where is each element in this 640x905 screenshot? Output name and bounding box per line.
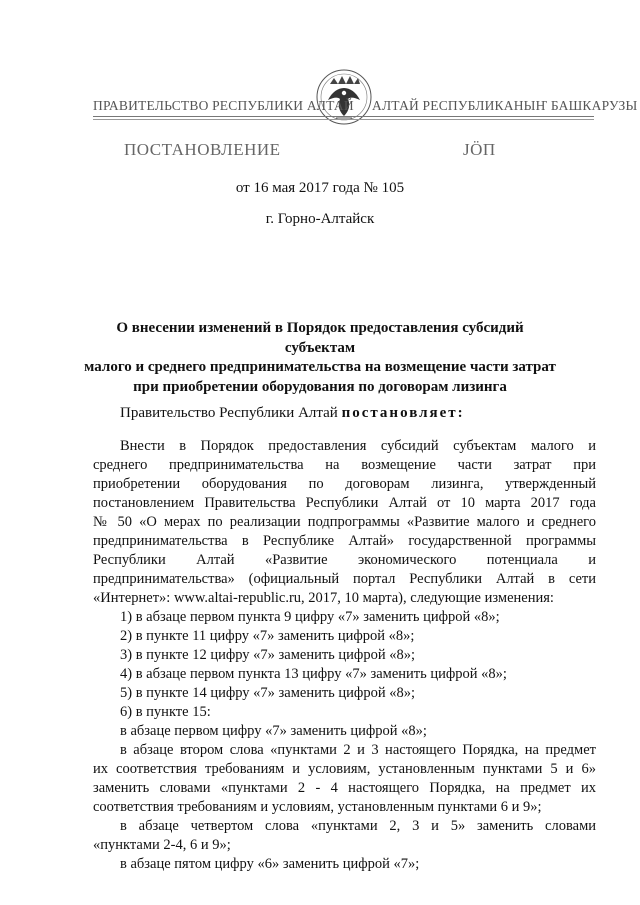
header-divider — [93, 116, 594, 117]
document-type-russian: ПОСТАНОВЛЕНИЕ — [124, 140, 281, 159]
body-line: соответствия требованиям и условиям, установленным пунктами 6 и 9»; — [93, 799, 542, 815]
document-city: г. Горно-Алтайск — [265, 211, 375, 227]
body-line: «пунктами 2-4, 6 и 9»; — [93, 837, 231, 853]
body-line: № 50 «О мерах по реализации подпрограммы «Развитие малого и среднего — [93, 514, 596, 530]
body-line: Внести в Порядок предоставления субсидий субъектам малого и — [120, 438, 596, 454]
body-line: предпринимательства» (официальный портал Республики Алтай в сети — [93, 571, 596, 587]
body-line: их соответствия требованиям и условиям, установленным пунктами 5 и 6» — [93, 761, 596, 777]
government-name-russian: ПРАВИТЕЛЬСТВО РЕСПУБЛИКИ АЛТАЙ — [93, 98, 354, 113]
list-item: 4) в абзаце первом пункта 13 цифру «7» заменить цифрой «8»; — [120, 666, 507, 682]
government-name-altai: АЛТАЙ РЕСПУБЛИКАНЫҤ БАШКАРУЗЫ — [372, 98, 638, 113]
document-type-altai: JÖП — [463, 140, 496, 159]
list-item: 5) в пункте 14 цифру «7» заменить цифрой «8»; — [120, 685, 415, 701]
document-date-number: от 16 мая 2017 года № 105 — [235, 180, 405, 196]
body-line: Республики Алтай «Развитие экономического потенциала и — [93, 552, 596, 568]
body-line: в абзаце четвертом слова «пунктами 2, 3 и 5» заменить словами — [120, 818, 596, 834]
body-line: предпринимательства в Республике Алтай» государственной программы — [93, 533, 596, 549]
body-line: приобретении оборудования по договорам лизинга, утвержденный — [93, 476, 596, 492]
document-title — [80, 319, 560, 397]
list-item: в абзаце первом цифру «7» заменить цифрой «8»; — [120, 723, 427, 739]
document-body — [93, 437, 596, 874]
preamble-verb: постановляет: — [341, 405, 465, 421]
list-item: 2) в пункте 11 цифру «7» заменить цифрой «8»; — [120, 628, 415, 644]
list-item: 6) в пункте 15: — [120, 704, 211, 720]
list-item: 1) в абзаце первом пункта 9 цифру «7» заменить цифрой «8»; — [120, 609, 500, 625]
preamble-prefix: Правительство Республики Алтай — [120, 405, 338, 421]
body-line: постановлением Правительства Республики Алтай от 10 марта 2017 года — [93, 495, 596, 511]
body-line: в абзаце втором слова «пунктами 2 и 3 настоящего Порядка, на предмет — [120, 742, 596, 758]
body-line: в абзаце пятом цифру «6» заменить цифрой «7»; — [120, 856, 420, 872]
preamble — [120, 405, 465, 422]
title-line: О внесении изменений в Порядок предоставления субсидий субъектам — [116, 320, 524, 356]
title-line: малого и среднего предпринимательства на возмещение части затрат — [84, 359, 556, 375]
body-line: «Интернет»: www.altai-republic.ru, 2017, 10 марта), следующие изменения: — [93, 590, 554, 606]
header-divider-thin — [93, 119, 594, 120]
list-item: 3) в пункте 12 цифру «7» заменить цифрой «8»; — [120, 647, 415, 663]
title-line: при приобретении оборудования по договорам лизинга — [133, 378, 507, 395]
body-line: среднего предпринимательства на возмещение части затрат при — [93, 457, 596, 473]
body-line: заменить словами «пунктами 2 - 4 настоящего Порядка, на предмет их — [93, 780, 596, 796]
